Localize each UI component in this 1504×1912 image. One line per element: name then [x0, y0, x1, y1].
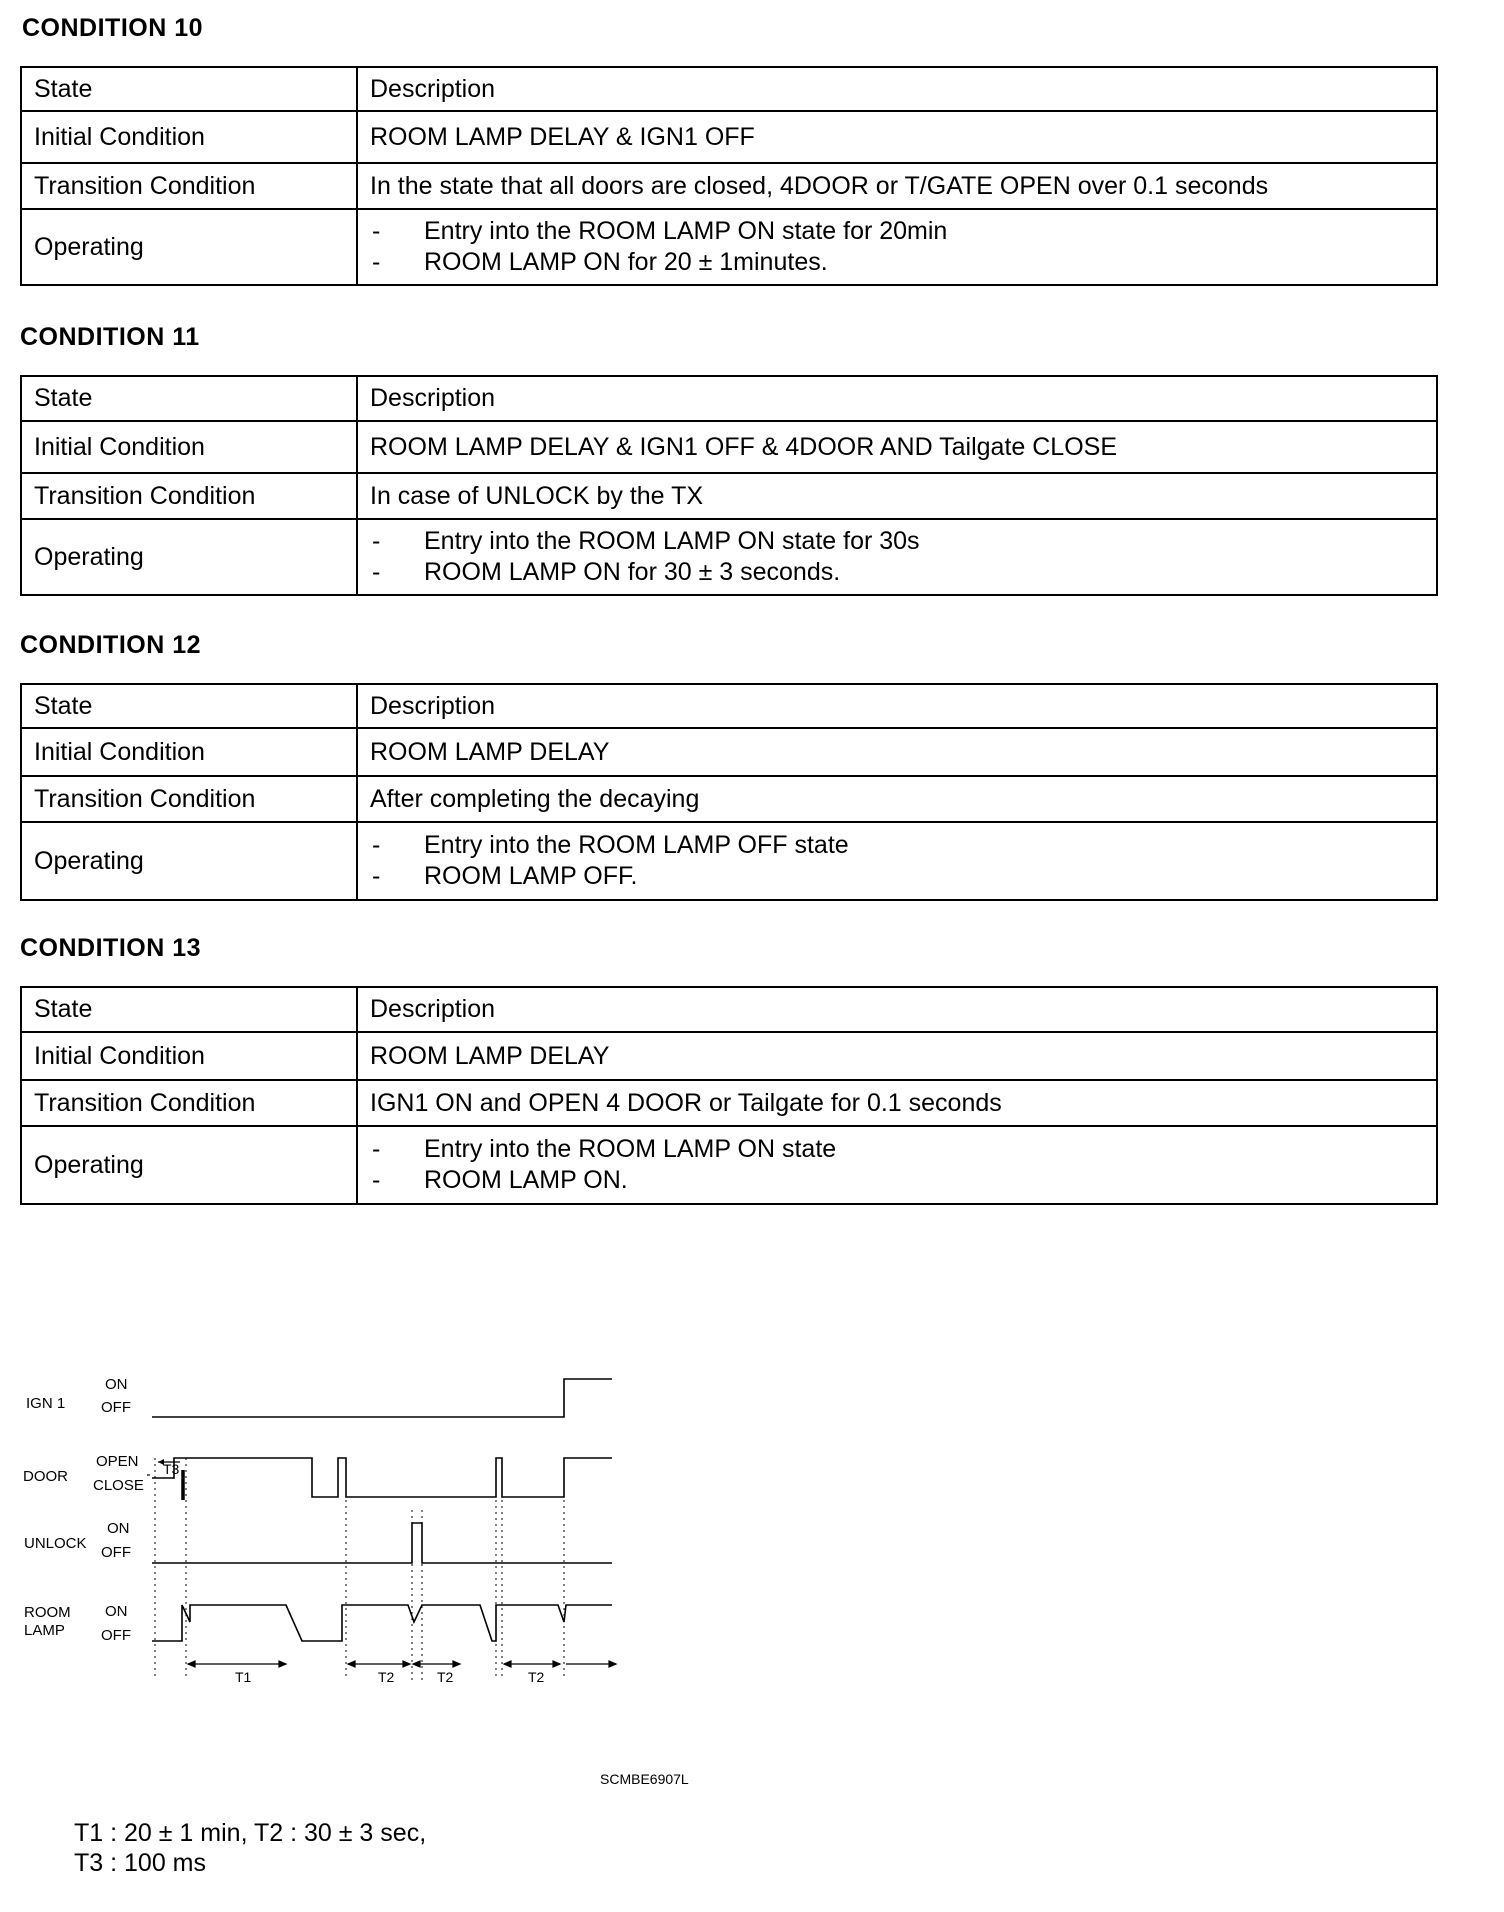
unlock-waveform — [152, 1523, 612, 1563]
room-lamp-on-label: ON — [105, 1603, 128, 1620]
condition-11-table — [20, 375, 1438, 596]
operating-value — [357, 519, 1437, 595]
ign1-off-label: OFF — [101, 1399, 131, 1416]
timing-legend — [74, 1818, 426, 1878]
initial-condition-label: Initial Condition — [21, 111, 357, 163]
t3-label: T3 — [163, 1461, 180, 1477]
transition-condition-value: After completing the decaying — [357, 776, 1437, 822]
table-row — [21, 776, 1437, 822]
table-row — [21, 163, 1437, 209]
ign1-waveform — [152, 1379, 612, 1417]
transition-condition-label: Transition Condition — [21, 163, 357, 209]
state-header: State — [21, 684, 357, 728]
table-row — [21, 376, 1437, 421]
table-row — [21, 111, 1437, 163]
t2-label: T2 — [528, 1669, 545, 1685]
ign1-on-label: ON — [105, 1376, 128, 1393]
legend-line: T1 : 20 ± 1 min, T2 : 30 ± 3 sec, — [74, 1819, 427, 1847]
unlock-label: UNLOCK — [24, 1535, 87, 1552]
description-header: Description — [357, 684, 1437, 728]
timing-diagram — [0, 1370, 640, 1690]
unlock-on-label: ON — [107, 1520, 130, 1537]
operating-item: - Entry into the ROOM LAMP ON state — [372, 1135, 837, 1163]
door-waveform — [152, 1458, 612, 1497]
transition-condition-label: Transition Condition — [21, 1080, 357, 1126]
operating-item: - Entry into the ROOM LAMP ON state for 20min — [372, 217, 948, 245]
transition-condition-value: IGN1 ON and OPEN 4 DOOR or Tailgate for 0.1 seconds — [357, 1080, 1437, 1126]
description-header: Description — [357, 987, 1437, 1032]
table-row — [21, 684, 1437, 728]
initial-condition-label: Initial Condition — [21, 1032, 357, 1080]
table-row — [21, 1080, 1437, 1126]
t2-label: T2 — [378, 1669, 395, 1685]
operating-value — [357, 822, 1437, 900]
operating-label: Operating — [21, 209, 357, 285]
interval-arrows — [188, 1661, 616, 1667]
condition-13-table — [20, 986, 1438, 1205]
door-open-label: OPEN — [96, 1453, 139, 1470]
ign1-label: IGN 1 — [26, 1395, 66, 1412]
unlock-off-label: OFF — [101, 1544, 131, 1561]
transition-condition-label: Transition Condition — [21, 776, 357, 822]
condition-12-table — [20, 683, 1438, 901]
initial-condition-value: ROOM LAMP DELAY — [357, 728, 1437, 776]
room-lamp-waveform — [152, 1605, 612, 1641]
room-lamp-label-line1: ROOM — [24, 1604, 71, 1621]
table-row — [21, 209, 1437, 285]
operating-item: - Entry into the ROOM LAMP ON state for 30s — [372, 527, 920, 555]
state-header: State — [21, 376, 357, 421]
initial-condition-value: ROOM LAMP DELAY & IGN1 OFF & 4DOOR AND Tailgate CLOSE — [357, 421, 1437, 473]
table-row — [21, 473, 1437, 519]
operating-item: - Entry into the ROOM LAMP OFF state — [372, 831, 849, 859]
table-row — [21, 1032, 1437, 1080]
initial-condition-value: ROOM LAMP DELAY & IGN1 OFF — [357, 111, 1437, 163]
operating-value — [357, 209, 1437, 285]
operating-label: Operating — [21, 519, 357, 595]
table-row — [21, 519, 1437, 595]
transition-condition-value: In the state that all doors are closed, 4DOOR or T/GATE OPEN over 0.1 seconds — [357, 163, 1437, 209]
condition-10-title: CONDITION 10 — [22, 14, 204, 42]
t1-label: T1 — [235, 1669, 252, 1685]
state-header: State — [21, 987, 357, 1032]
initial-condition-label: Initial Condition — [21, 728, 357, 776]
figure-code: SCMBE6907L — [600, 1771, 689, 1787]
t2-label: T2 — [437, 1669, 454, 1685]
table-row — [21, 67, 1437, 111]
condition-12-title: CONDITION 12 — [20, 631, 202, 659]
door-close-label: CLOSE — [93, 1477, 144, 1494]
condition-13-title: CONDITION 13 — [20, 934, 202, 962]
door-label: DOOR — [23, 1468, 68, 1485]
operating-item: - ROOM LAMP ON. — [372, 1166, 628, 1194]
room-lamp-off-label: OFF — [101, 1627, 131, 1644]
operating-label: Operating — [21, 1126, 357, 1204]
initial-condition-label: Initial Condition — [21, 421, 357, 473]
operating-item: - ROOM LAMP OFF. — [372, 862, 638, 890]
operating-value — [357, 1126, 1437, 1204]
description-header: Description — [357, 67, 1437, 111]
operating-item: - ROOM LAMP ON for 30 ± 3 seconds. — [372, 558, 841, 586]
table-row — [21, 1126, 1437, 1204]
description-header: Description — [357, 376, 1437, 421]
transition-condition-label: Transition Condition — [21, 473, 357, 519]
operating-item: - ROOM LAMP ON for 20 ± 1minutes. — [372, 248, 828, 276]
condition-10-table — [20, 66, 1438, 286]
initial-condition-value: ROOM LAMP DELAY — [357, 1032, 1437, 1080]
condition-11-title: CONDITION 11 — [20, 323, 200, 351]
state-header: State — [21, 67, 357, 111]
table-row — [21, 421, 1437, 473]
table-row — [21, 987, 1437, 1032]
legend-line: T3 : 100 ms — [74, 1849, 206, 1877]
table-row — [21, 822, 1437, 900]
transition-condition-value: In case of UNLOCK by the TX — [357, 473, 1437, 519]
operating-label: Operating — [21, 822, 357, 900]
room-lamp-label-line2: LAMP — [24, 1622, 65, 1639]
table-row — [21, 728, 1437, 776]
